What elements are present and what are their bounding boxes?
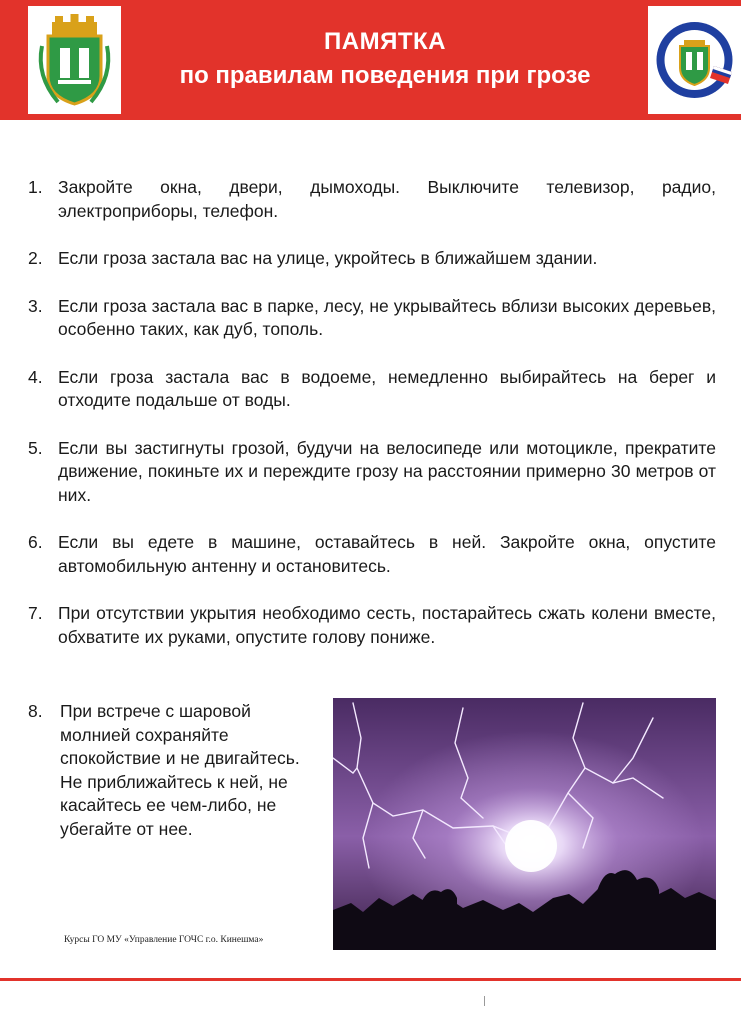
page-marker [484,996,485,1006]
civil-defense-emblem-icon [648,6,741,114]
rules-list [28,176,716,673]
rule-number: 2. [28,248,43,268]
rule-number: 5. [28,437,43,458]
rule-text: При встрече с шаровой молнией сохраняйте спокойствие и не двигайтесь. Не приближайтесь к ней, не касайтесь ее чем-либо, не убегайте от нее. [60,701,300,839]
rule-text: Если гроза застала вас в водоеме, немедленно выбирайтесь на берег и отходите подальше от воды. [58,366,716,410]
footer-note: Курсы ГО МУ «Управление ГОЧС г.о. Кинешма» [64,935,264,945]
rule-number: 1. [28,177,43,197]
rule-text: Если вы едете в машине, оставайтесь в ней. Закройте окна, опустите автомобильную антенну и остановитесь. [58,532,716,576]
rule-number: 3. [28,295,43,316]
rule-text: Если вы застигнуты грозой, будучи на велосипеде или мотоцикле, прекратите движение, покиньте их и переждите грозу на расстоянии примерно 30 метров от них. [58,437,716,505]
rule-number: 6. [28,532,43,552]
rule-text: Если гроза застала вас в парке, лесу, не укрывайтесь вблизи высоких деревьев, особенно таких, как дуб, тополь. [58,295,716,339]
rule-item [28,437,716,508]
rule-number: 8. [28,701,43,721]
rule-item [28,531,716,578]
rule-item [28,602,716,649]
rule-text: Если гроза застала вас на улице, укройтесь в ближайшем здании. [58,248,598,268]
rule-number: 4. [28,366,43,387]
lightning-image [333,698,716,950]
rule-text: Закройте окна, двери, дымоходы. Выключите телевизор, радио, электроприборы, телефон. [58,177,716,221]
rule-item [28,295,716,342]
rule-item-ball-lightning [28,700,323,841]
rule-item [28,247,716,271]
rule-item [28,366,716,413]
bottom-divider [0,978,741,981]
page-subtitle: по правилам поведения при грозе [179,62,591,89]
rule-item [28,176,716,223]
rule-number: 7. [28,603,43,623]
page-title: ПАМЯТКА [324,28,446,55]
left-emblem-frame [28,6,121,114]
lightning-storm-photo [333,698,716,950]
header-banner [0,0,741,120]
rule-text: При отсутствии укрытия необходимо сесть, постарайтесь сжать колени вместе, обхватите их руками, опустите голову пониже. [58,603,716,647]
right-emblem-frame [648,6,741,114]
city-coat-of-arms-icon [28,6,121,114]
